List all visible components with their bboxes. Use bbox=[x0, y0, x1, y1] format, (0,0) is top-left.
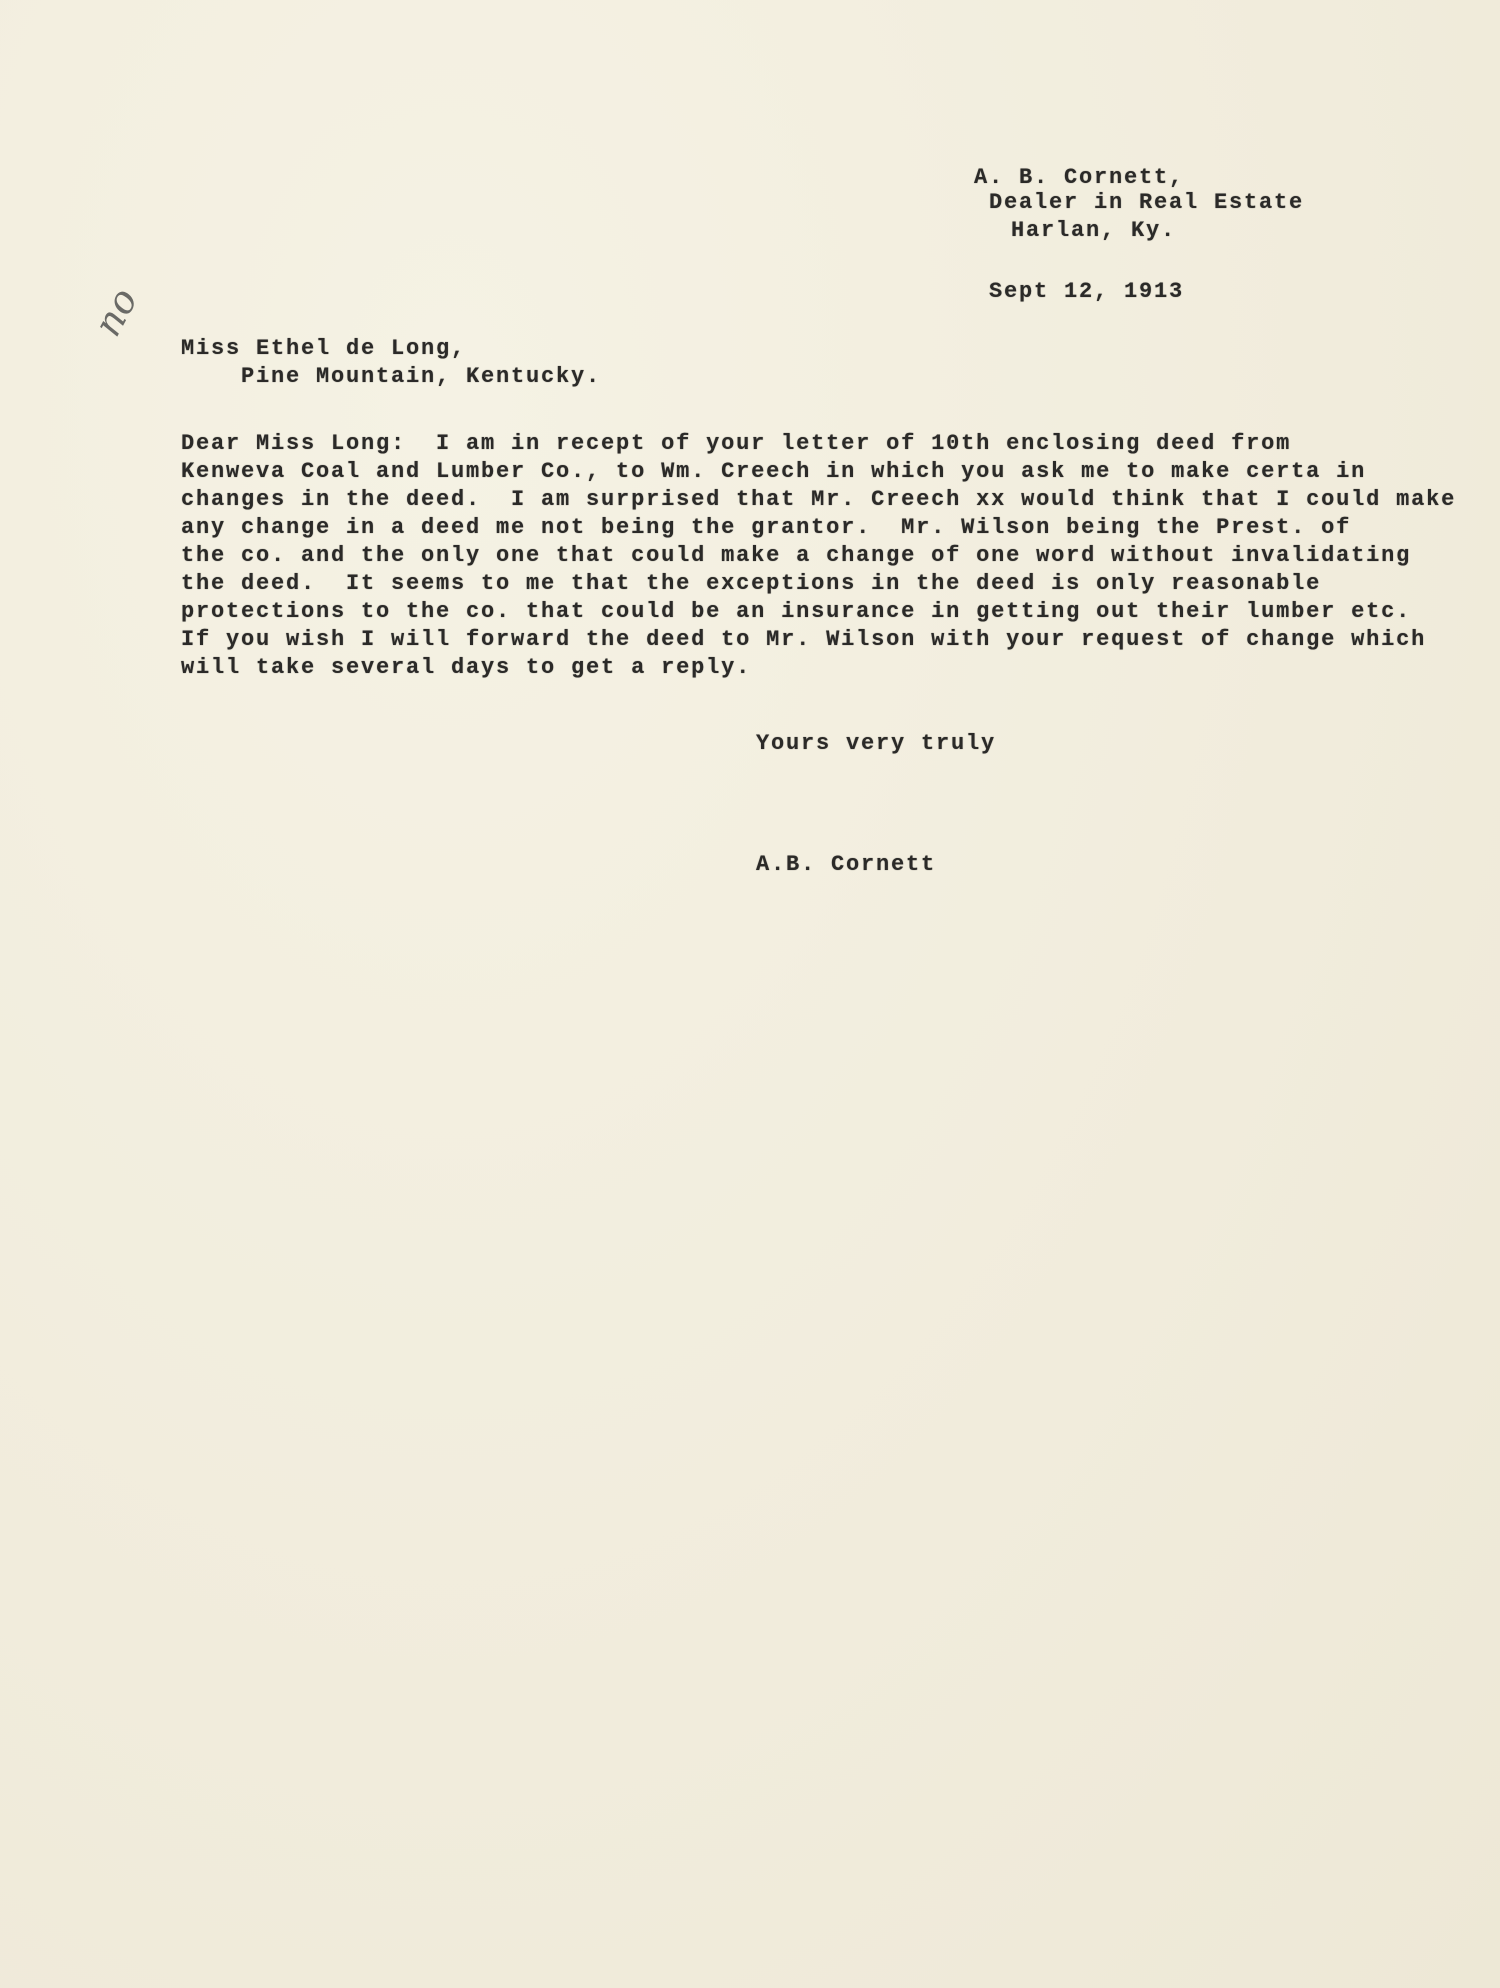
body-line: If you wish I will forward the deed to Mr. Wilson with your request of change which bbox=[181, 627, 1427, 652]
body-line: changes in the deed. I am surprised that Mr. Creech xx would think that I could make bbox=[181, 487, 1457, 512]
letterhead-occupation: Dealer in Real Estate bbox=[989, 190, 1305, 215]
letterhead-name: A. B. Cornett, bbox=[974, 165, 1185, 190]
recipient-address: Pine Mountain, Kentucky. bbox=[241, 364, 602, 389]
body-line: the co. and the only one that could make a change of one word without invalidating bbox=[181, 543, 1412, 568]
closing: Yours very truly bbox=[756, 731, 997, 756]
body-line: any change in a deed me not being the grantor. Mr. Wilson being the Prest. of bbox=[181, 515, 1352, 540]
recipient-name: Miss Ethel de Long, bbox=[181, 336, 467, 361]
body-line: the deed. It seems to me that the exceptions in the deed is only reasonable bbox=[181, 571, 1322, 596]
signature: A.B. Cornett bbox=[756, 852, 937, 877]
body-line: Kenweva Coal and Lumber Co., to Wm. Creech in which you ask me to make certa in bbox=[181, 459, 1367, 484]
body-line: Dear Miss Long: I am in recept of your letter of 10th enclosing deed from bbox=[181, 431, 1292, 456]
letter-date: Sept 12, 1913 bbox=[989, 279, 1185, 304]
handwritten-mark: no bbox=[85, 280, 147, 344]
body-line: will take several days to get a reply. bbox=[181, 655, 752, 680]
letterhead-location: Harlan, Ky. bbox=[1011, 218, 1177, 243]
body-line: protections to the co. that could be an insurance in getting out their lumber etc. bbox=[181, 599, 1412, 624]
